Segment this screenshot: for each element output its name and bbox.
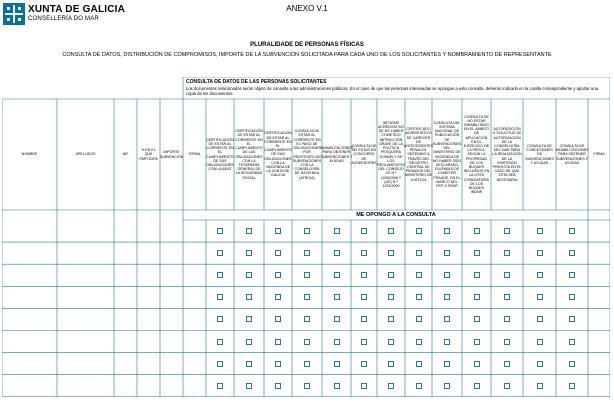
oppose-checkbox[interactable] — [569, 316, 575, 322]
col-nif: NIF — [122, 152, 129, 157]
oppose-checkbox[interactable] — [444, 316, 450, 322]
oppose-checkbox[interactable] — [474, 250, 480, 256]
oppose-checkbox[interactable] — [246, 316, 252, 322]
consult-section-title: CONSULTA DE DATOS DE LAS PERSONAS SOLICITANTES — [186, 79, 327, 85]
oppose-checkbox[interactable] — [304, 272, 310, 278]
oppose-checkbox[interactable] — [217, 294, 223, 300]
oppose-checkbox[interactable] — [217, 339, 223, 345]
oppose-checkbox[interactable] — [537, 361, 543, 367]
oppose-checkbox[interactable] — [569, 294, 575, 300]
oppose-checkbox[interactable] — [504, 361, 510, 367]
annex-label: ANEXO V.1 — [286, 4, 328, 13]
oppose-checkbox[interactable] — [444, 383, 450, 389]
oppose-checkbox[interactable] — [217, 316, 223, 322]
oppose-checkbox[interactable] — [246, 383, 252, 389]
oppose-checkbox[interactable] — [246, 361, 252, 367]
oppose-checkbox[interactable] — [444, 228, 450, 234]
oppose-checkbox[interactable] — [334, 339, 340, 345]
oppose-checkbox[interactable] — [569, 250, 575, 256]
oppose-checkbox[interactable] — [361, 250, 367, 256]
oppose-checkbox[interactable] — [416, 361, 422, 367]
oppose-checkbox[interactable] — [334, 383, 340, 389]
oppose-checkbox[interactable] — [246, 294, 252, 300]
col-consult-item: CERTIFICACIÓN DE ESTAR AL CORRIENTE EN EL CUMPLIMIENTO DE SUS OBLIGACIONES CON LA AEAT — [206, 137, 234, 172]
oppose-checkbox[interactable] — [275, 228, 281, 234]
oppose-checkbox[interactable] — [217, 250, 223, 256]
oppose-checkbox[interactable] — [504, 250, 510, 256]
oppose-checkbox[interactable] — [388, 339, 394, 345]
oppose-checkbox[interactable] — [569, 339, 575, 345]
oppose-checkbox[interactable] — [361, 228, 367, 234]
oppose-checkbox[interactable] — [444, 250, 450, 256]
oppose-checkbox[interactable] — [474, 316, 480, 322]
col-apellidos: APELLIDOS — [75, 152, 96, 157]
oppose-checkbox[interactable] — [361, 383, 367, 389]
oppose-checkbox[interactable] — [474, 361, 480, 367]
oppose-checkbox[interactable] — [537, 272, 543, 278]
oppose-checkbox[interactable] — [275, 339, 281, 345]
oppose-checkbox[interactable] — [361, 272, 367, 278]
oppose-checkbox[interactable] — [537, 228, 543, 234]
oppose-checkbox[interactable] — [504, 316, 510, 322]
oppose-checkbox[interactable] — [416, 294, 422, 300]
col-consult-item: CERTIFICADO ACREDITATIVO DE CARECER DE ANTECEDENTES PENALES, OBTENIDO A TRAVÉS DEL REGISTRO CENTRAL DE PENADOS DEL MINISTERIO DE JUSTICIA — [403, 127, 434, 182]
oppose-checkbox[interactable] — [569, 383, 575, 389]
oppose-checkbox[interactable] — [444, 361, 450, 367]
oppose-checkbox[interactable] — [275, 361, 281, 367]
oppose-checkbox[interactable] — [416, 250, 422, 256]
col-percent: % EN EL QUE PARTICIPA — [139, 148, 158, 161]
oppose-checkbox[interactable] — [416, 383, 422, 389]
oppose-checkbox[interactable] — [569, 272, 575, 278]
oppose-checkbox[interactable] — [537, 316, 543, 322]
col-consult-item: INHABILITACIONES PARA OBTENER SUBVENCIONES Y AYUDAS — [319, 146, 354, 163]
col-consult-item: CONSULTA DE INHABILITACIONES PARA OBTENER SUBVENCIONES Y AYUDAS — [555, 143, 589, 165]
col-consult-item: CERTIFICACIÓN DE ESTAR AL CORRIENTE EN EL CUMPLIMIENTO DE SUS OBLIGACIONES CON LA HACIENDA DE LA XUNTA DE GALICIA — [264, 131, 292, 178]
oppose-checkbox[interactable] — [504, 339, 510, 345]
col-importe: IMPORTE SUBVENCIÓN — [159, 150, 184, 159]
oppose-checkbox[interactable] — [474, 383, 480, 389]
oppose-checkbox[interactable] — [361, 316, 367, 322]
oppose-checkbox[interactable] — [474, 294, 480, 300]
oppose-checkbox[interactable] — [275, 383, 281, 389]
oppose-checkbox[interactable] — [334, 294, 340, 300]
col-consult-item: CONSULTA DEL SISTEMA NACIONAL DE PUBLICACIÓN DE SUBVENCIONES DEL MINISTERIO DE HACIENDA DE NO HABER SIDO DECLARADO CULPABLE DE COMETER FRAUDE, EN EL MARCO DEL FEP O FEMP — [432, 120, 462, 188]
oppose-checkbox[interactable] — [217, 228, 223, 234]
oppose-checkbox[interactable] — [275, 250, 281, 256]
col-firma-right: FIRMA — [593, 152, 605, 157]
oppose-checkbox[interactable] — [416, 272, 422, 278]
oppose-checkbox[interactable] — [388, 383, 394, 389]
document-subtitle: CONSULTA DE DATOS, DISTRIBUCIÓN DE COMPROMISOS, IMPORTE DE LA SUBVENCIÓN SOLICITADA PARA CADA UNO DE LOS SOLICITANTES Y NOMBRAMIENTO DE REPRESENTANTE — [62, 52, 552, 58]
oppose-checkbox[interactable] — [361, 294, 367, 300]
document-title: PLURALIDADE DE PERSONAS FÍSICAS — [250, 42, 364, 48]
col-consult-item: CONSULTA DE CONCESIONES DE SUBVENCIONES Y AYUDAS — [525, 143, 554, 165]
oppose-checkbox[interactable] — [217, 361, 223, 367]
oppose-checkbox[interactable] — [388, 272, 394, 278]
oppose-checkbox[interactable] — [444, 294, 450, 300]
oppose-checkbox[interactable] — [304, 294, 310, 300]
oppose-checkbox[interactable] — [388, 361, 394, 367]
col-nombre: NOMBRE — [21, 152, 38, 157]
oppose-checkbox[interactable] — [334, 361, 340, 367]
col-consult-item: CONSULTA DE ESTAR AL CORRIENTE EN EL PAGO DE OBLIGACIONES POR REINTEGRO DE SUBVENCIONES CON LA CONSELLERÍA DE HACIENDA (ATRIGA) — [292, 129, 322, 180]
col-consult-item: CERTIFICACIÓN DE ESTAR AL CORRIENTE EN EL CUMPLIMIENTO DE LAS OBLIGACIONES CON LA TESORERÍA GENERAL DE LA SEGURIDAD SOCIAL — [235, 129, 263, 180]
oppose-checkbox[interactable] — [361, 361, 367, 367]
oppose-checkbox[interactable] — [388, 228, 394, 234]
oppose-consult-label: ME OPONGO A LA CONSULTA — [356, 212, 436, 218]
org-name: XUNTA DE GALICIA — [28, 4, 126, 15]
oppose-checkbox[interactable] — [504, 272, 510, 278]
oppose-checkbox[interactable] — [304, 250, 310, 256]
oppose-checkbox[interactable] — [504, 228, 510, 234]
oppose-checkbox[interactable] — [474, 228, 480, 234]
oppose-checkbox[interactable] — [474, 339, 480, 345]
oppose-checkbox[interactable] — [444, 272, 450, 278]
oppose-checkbox[interactable] — [388, 294, 394, 300]
oppose-checkbox[interactable] — [304, 316, 310, 322]
oppose-checkbox[interactable] — [334, 228, 340, 234]
oppose-checkbox[interactable] — [217, 383, 223, 389]
oppose-checkbox[interactable] — [444, 339, 450, 345]
department-name: CONSELLERÍA DO MAR — [28, 16, 99, 22]
oppose-checkbox[interactable] — [416, 316, 422, 322]
oppose-checkbox[interactable] — [416, 339, 422, 345]
oppose-checkbox[interactable] — [275, 272, 281, 278]
oppose-checkbox[interactable] — [275, 294, 281, 300]
oppose-checkbox[interactable] — [304, 361, 310, 367]
oppose-checkbox[interactable] — [217, 272, 223, 278]
col-consult-item: INFORME ACREDITATIVO DE NO HABER COMETIDO INFRACCIÓN GRAVE DE LA POLÍTICA PESQUERA COMÚN Y DE LOS REGLAMENTOS DEL CONSEJO CE N.º 1005/2008 Y (UE) N.º 1224/2009 — [377, 120, 405, 188]
consult-section-text: Los documentos relacionados serán objeto de consulta a las administraciones públicas. En el caso de que las personas interesadas se opongan a esta consulta, deberán indicarlo en la casilla correspondiente y aportar una copia de los documentos. — [186, 86, 599, 96]
oppose-checkbox[interactable] — [361, 339, 367, 345]
oppose-checkbox[interactable] — [569, 361, 575, 367]
oppose-checkbox[interactable] — [246, 272, 252, 278]
col-consult-item: AUTORIZACIÓN O SOLICITUD DE AUTORIZACIÓN DE LA CONSELLERÍA DEL MAR PARA LA REALIZACIÓN DE LA INVERSIÓN PREVISTA EN EL CASO DE QUE ESTA SEA NECESARIA — [492, 127, 522, 182]
col-consult-item: CONSULTA DE NO ESTAR INHABILITADO EN EL ÁMBITO DE APLICACIÓN EN EL EJERCICIO DE LA PESCA, SEGÚN LA PROPIEDAD DE LOS BUQUES INCLUIDOS EN LA LISTA COMUNITARIA DE LOS BUQUES INDNR — [463, 114, 490, 195]
oppose-checkbox[interactable] — [246, 339, 252, 345]
col-consult-item: CONSULTA DE NO ESTAR EN CONCURSO DE ACREEDORES — [351, 143, 377, 165]
oppose-checkbox[interactable] — [537, 250, 543, 256]
oppose-checkbox[interactable] — [246, 250, 252, 256]
oppose-checkbox[interactable] — [569, 228, 575, 234]
oppose-checkbox[interactable] — [388, 316, 394, 322]
oppose-checkbox[interactable] — [275, 316, 281, 322]
oppose-checkbox[interactable] — [304, 228, 310, 234]
oppose-checkbox[interactable] — [537, 339, 543, 345]
oppose-checkbox[interactable] — [304, 383, 310, 389]
oppose-checkbox[interactable] — [416, 228, 422, 234]
oppose-checkbox[interactable] — [304, 339, 310, 345]
oppose-checkbox[interactable] — [504, 294, 510, 300]
oppose-checkbox[interactable] — [334, 272, 340, 278]
oppose-checkbox[interactable] — [474, 272, 480, 278]
oppose-checkbox[interactable] — [334, 250, 340, 256]
oppose-checkbox[interactable] — [388, 250, 394, 256]
col-firma-left: FIRMA — [188, 152, 201, 157]
oppose-checkbox[interactable] — [504, 383, 510, 389]
oppose-checkbox[interactable] — [246, 228, 252, 234]
oppose-checkbox[interactable] — [334, 316, 340, 322]
oppose-checkbox[interactable] — [537, 294, 543, 300]
oppose-checkbox[interactable] — [537, 383, 543, 389]
